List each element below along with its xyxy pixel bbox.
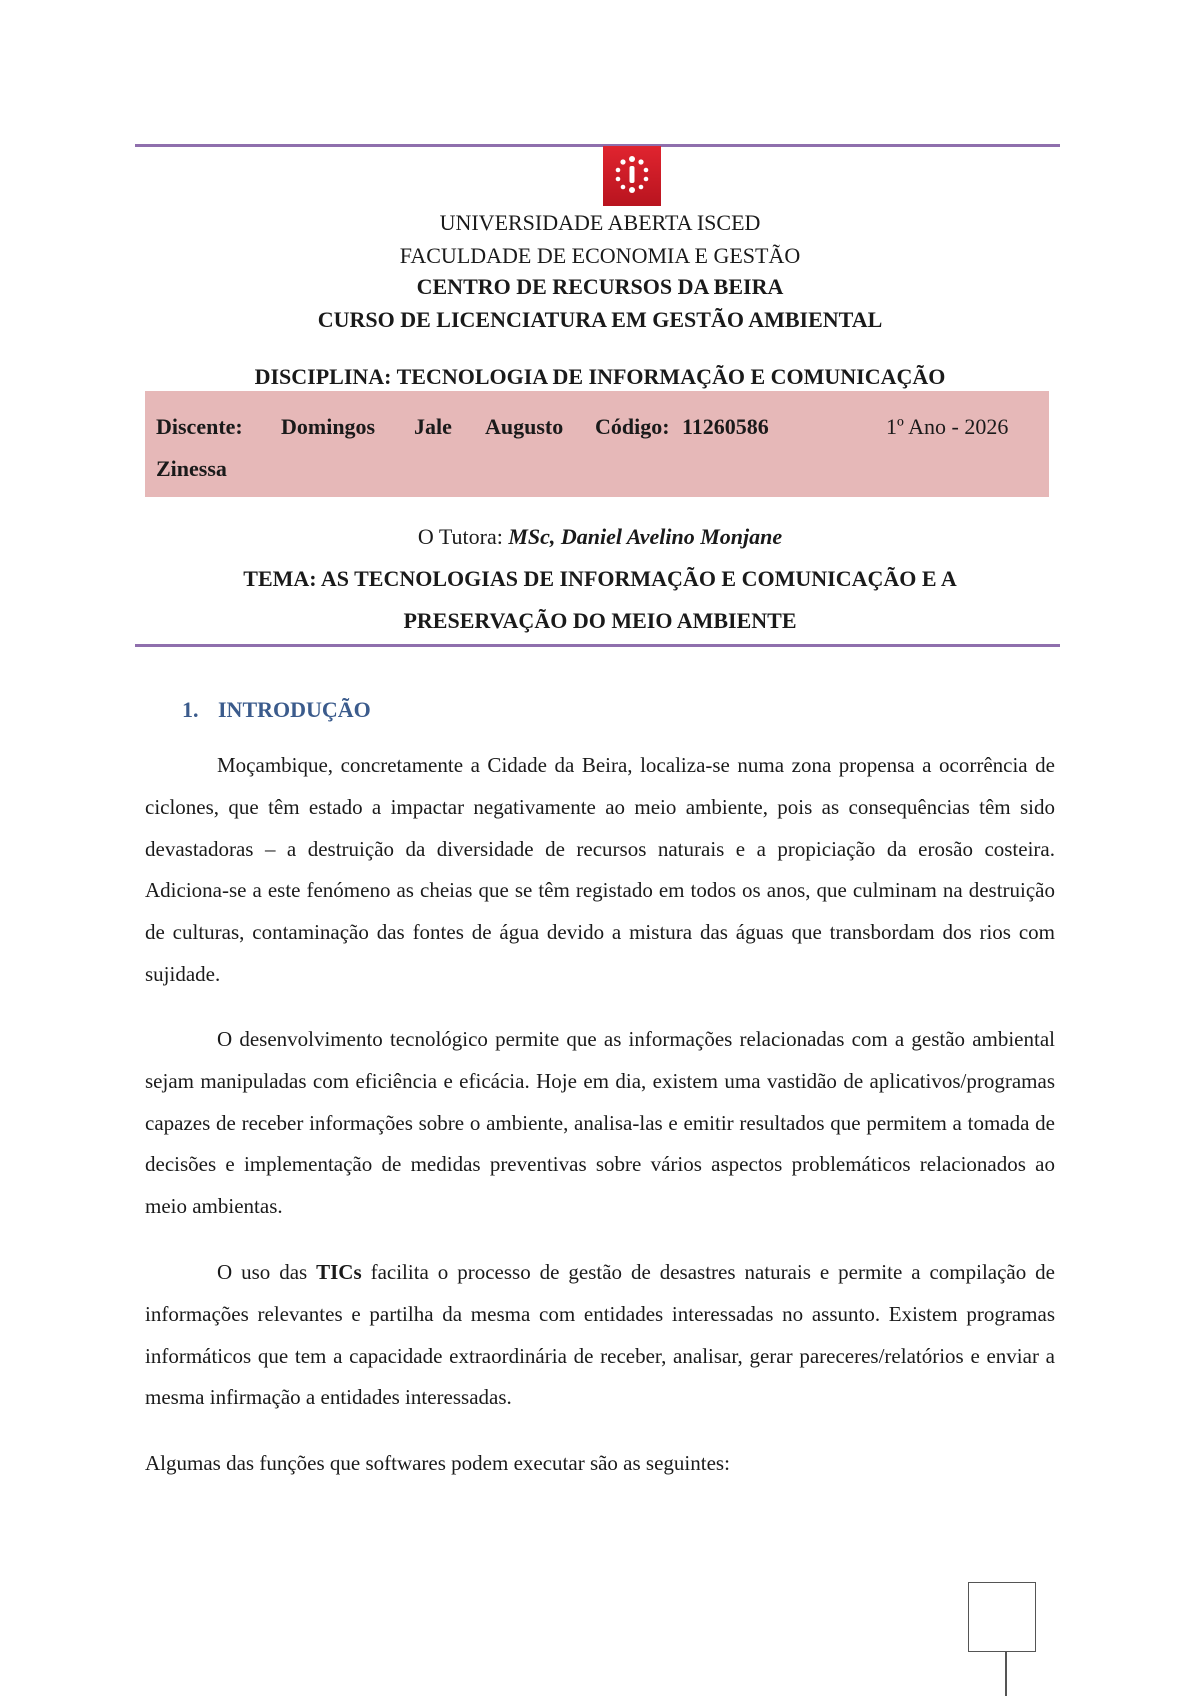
- student-label: Discente:: [156, 414, 243, 439]
- code-value: 11260586: [682, 414, 769, 439]
- isced-logo-icon: [603, 146, 661, 206]
- section-heading: [182, 697, 371, 723]
- paragraph-3-rest: facilita o processo de gestão de desastres naturais e permite a compilação de informações relevantes e partilha da mesma com entidades interessadas no assunto. Existem programas informáticos que tem a capacidade extraordinária de receber, analisar, gerar pareceres/relatórios e enviar a mesma infirmação a entidades interessadas.: [145, 1260, 1055, 1410]
- bottom-rule: [135, 644, 1060, 647]
- paragraph-2: O desenvolvimento tecnológico permite que as informações relacionadas com a gestão ambiental sejam manipuladas com eficiência e eficácia. Hoje em dia, existem uma vastidão de aplicativos/programas capazes de receber informações sobre o ambiente, analisa-las e emitir resultados que permitem a tomada de decisões e implementação de medidas preventivas sobre vários aspectos problemáticos relacionados ao meio ambientas.: [145, 1027, 1055, 1219]
- discipline: DISCIPLINA: TECNOLOGIA DE INFORMAÇÃO E COMUNICAÇÃO: [254, 364, 946, 389]
- page-number-box: [968, 1582, 1036, 1652]
- academic-year: 1º Ano - 2026: [886, 414, 1009, 439]
- paragraph-3: [145, 1252, 1055, 1419]
- student-first-name: Domingos: [281, 414, 376, 439]
- faculty-name: FACULDADE DE ECONOMIA E GESTÃO: [399, 243, 801, 268]
- resource-center: CENTRO DE RECURSOS DA BEIRA: [416, 274, 784, 299]
- code-label: Código:: [595, 414, 670, 439]
- tutor-name: MSc, Daniel Avelino Monjane: [508, 524, 783, 549]
- paragraph-3-start: O uso das: [217, 1260, 317, 1284]
- page-number-connector: [1005, 1652, 1007, 1696]
- tics-term: TICs: [316, 1260, 362, 1284]
- student-info-box: [145, 391, 1049, 497]
- top-rule: [135, 144, 1060, 147]
- tutor-label: O Tutora:: [417, 524, 503, 549]
- theme-line-2: PRESERVAÇÃO DO MEIO AMBIENTE: [403, 608, 797, 633]
- theme-line-1: TEMA: AS TECNOLOGIAS DE INFORMAÇÃO E COMUNICAÇÃO E A: [243, 566, 957, 591]
- student-last-line: Zinessa: [156, 456, 227, 481]
- tutor-line: [0, 524, 1200, 550]
- paragraph-4: Algumas das funções que softwares podem executar são as seguintes:: [145, 1451, 730, 1475]
- student-last-name: Augusto: [485, 414, 564, 439]
- paragraph-1: Moçambique, concretamente a Cidade da Beira, localiza-se numa zona propensa a ocorrência de ciclones, que têm estado a impactar negativamente ao meio ambiente, pois as consequências têm sido devastadoras – a destruição da diversidade de recursos naturais e a propiciação da erosão costeira. Adiciona-se a este fenómeno as cheias que se têm registado em todos os anos, que culminam na destruição de culturas, contaminação das fontes de água devido a mistura das águas que transbordam dos rios com sujidade.: [145, 753, 1055, 986]
- section-number: 1.: [182, 697, 199, 722]
- university-name: UNIVERSIDADE ABERTA ISCED: [439, 210, 761, 235]
- course-name: CURSO DE LICENCIATURA EM GESTÃO AMBIENTAL: [317, 307, 883, 332]
- student-middle-name: Jale: [414, 414, 452, 439]
- section-title: INTRODUÇÃO: [218, 697, 371, 722]
